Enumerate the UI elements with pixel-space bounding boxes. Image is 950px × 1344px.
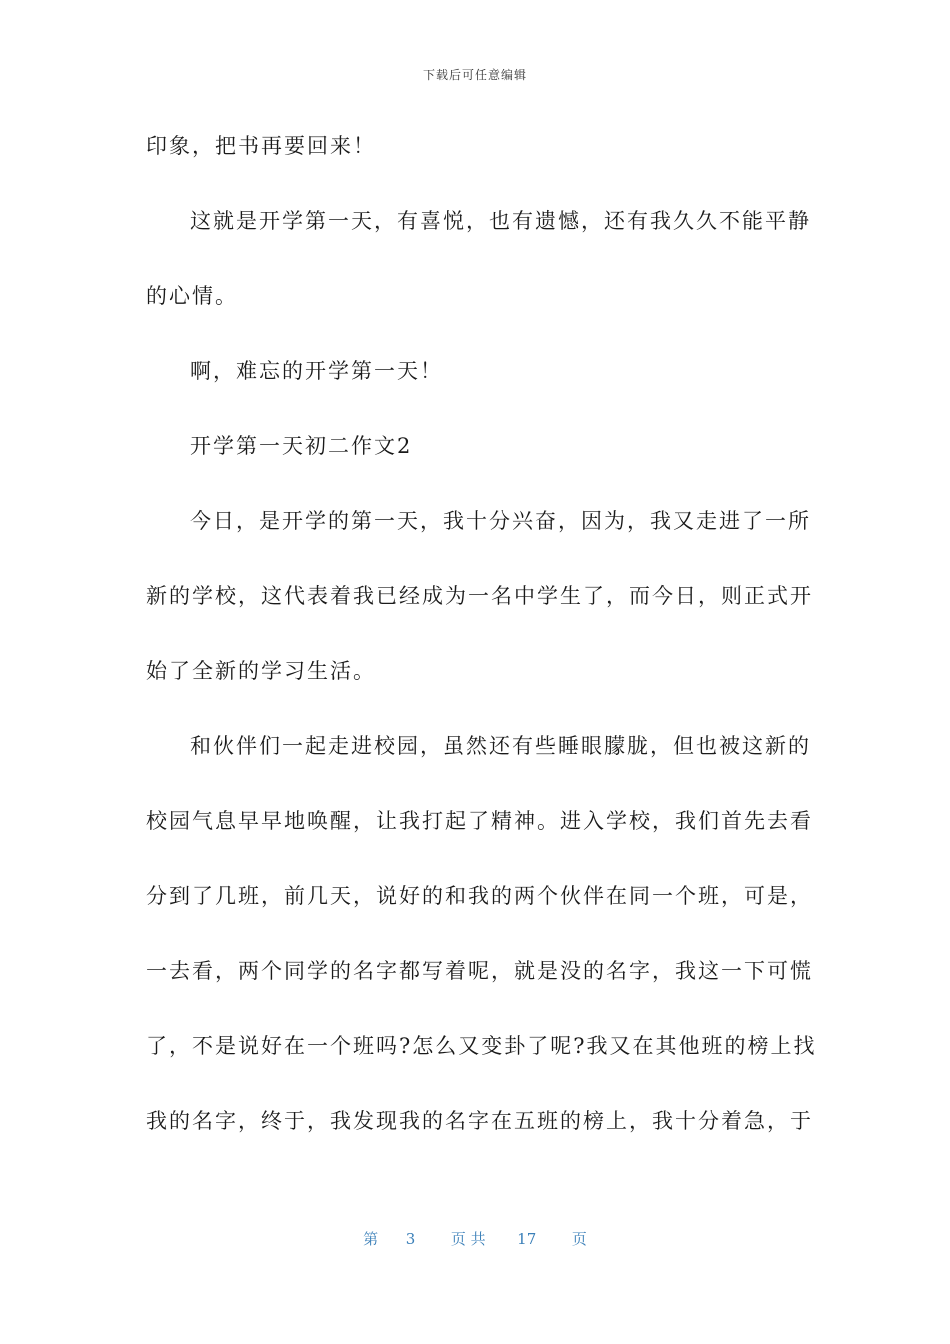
text-line: 啊，难忘的开学第一天！ <box>190 359 443 383</box>
page-header: 下载后可任意编辑 <box>422 68 527 82</box>
text-line: 了，不是说好在一个班吗?怎么又变卦了呢?我又在其他班的榜上找 <box>146 1034 817 1058</box>
text-line: 印象，把书再要回来！ <box>146 134 376 158</box>
current-page-number: 3 <box>405 1230 416 1248</box>
text-line: 始了全新的学习生活。 <box>146 659 376 683</box>
footer-middle: 页 共 <box>450 1230 486 1248</box>
page-footer <box>0 1228 950 1249</box>
text-line: 新的学校，这代表着我已经成为一名中学生了，而今日，则正式开 <box>146 584 813 608</box>
text-line: 和伙伴们一起走进校园，虽然还有些睡眼朦胧，但也被这新的 <box>190 734 811 758</box>
text-line: 分到了几班，前几天，说好的和我的两个伙伴在同一个班，可是， <box>146 884 813 908</box>
footer-prefix: 第 <box>363 1230 379 1248</box>
document-body <box>146 126 817 1176</box>
text-line: 我的名字，终于，我发现我的名字在五班的榜上，我十分着急，于 <box>146 1109 813 1133</box>
text-line: 的心情。 <box>146 284 238 308</box>
text-line: 校园气息早早地唤醒，让我打起了精神。进入学校，我们首先去看 <box>146 809 813 833</box>
text-line: 一去看，两个同学的名字都写着呢，就是没的名字，我这一下可慌 <box>146 959 813 983</box>
footer-suffix: 页 <box>571 1230 587 1248</box>
section-title: 开学第一天初二作文2 <box>190 434 413 458</box>
text-line: 今日，是开学的第一天，我十分兴奋，因为，我又走进了一所 <box>190 509 811 533</box>
total-page-count: 17 <box>517 1230 537 1248</box>
text-line: 这就是开学第一天，有喜悦，也有遗憾，还有我久久不能平静 <box>190 209 811 233</box>
